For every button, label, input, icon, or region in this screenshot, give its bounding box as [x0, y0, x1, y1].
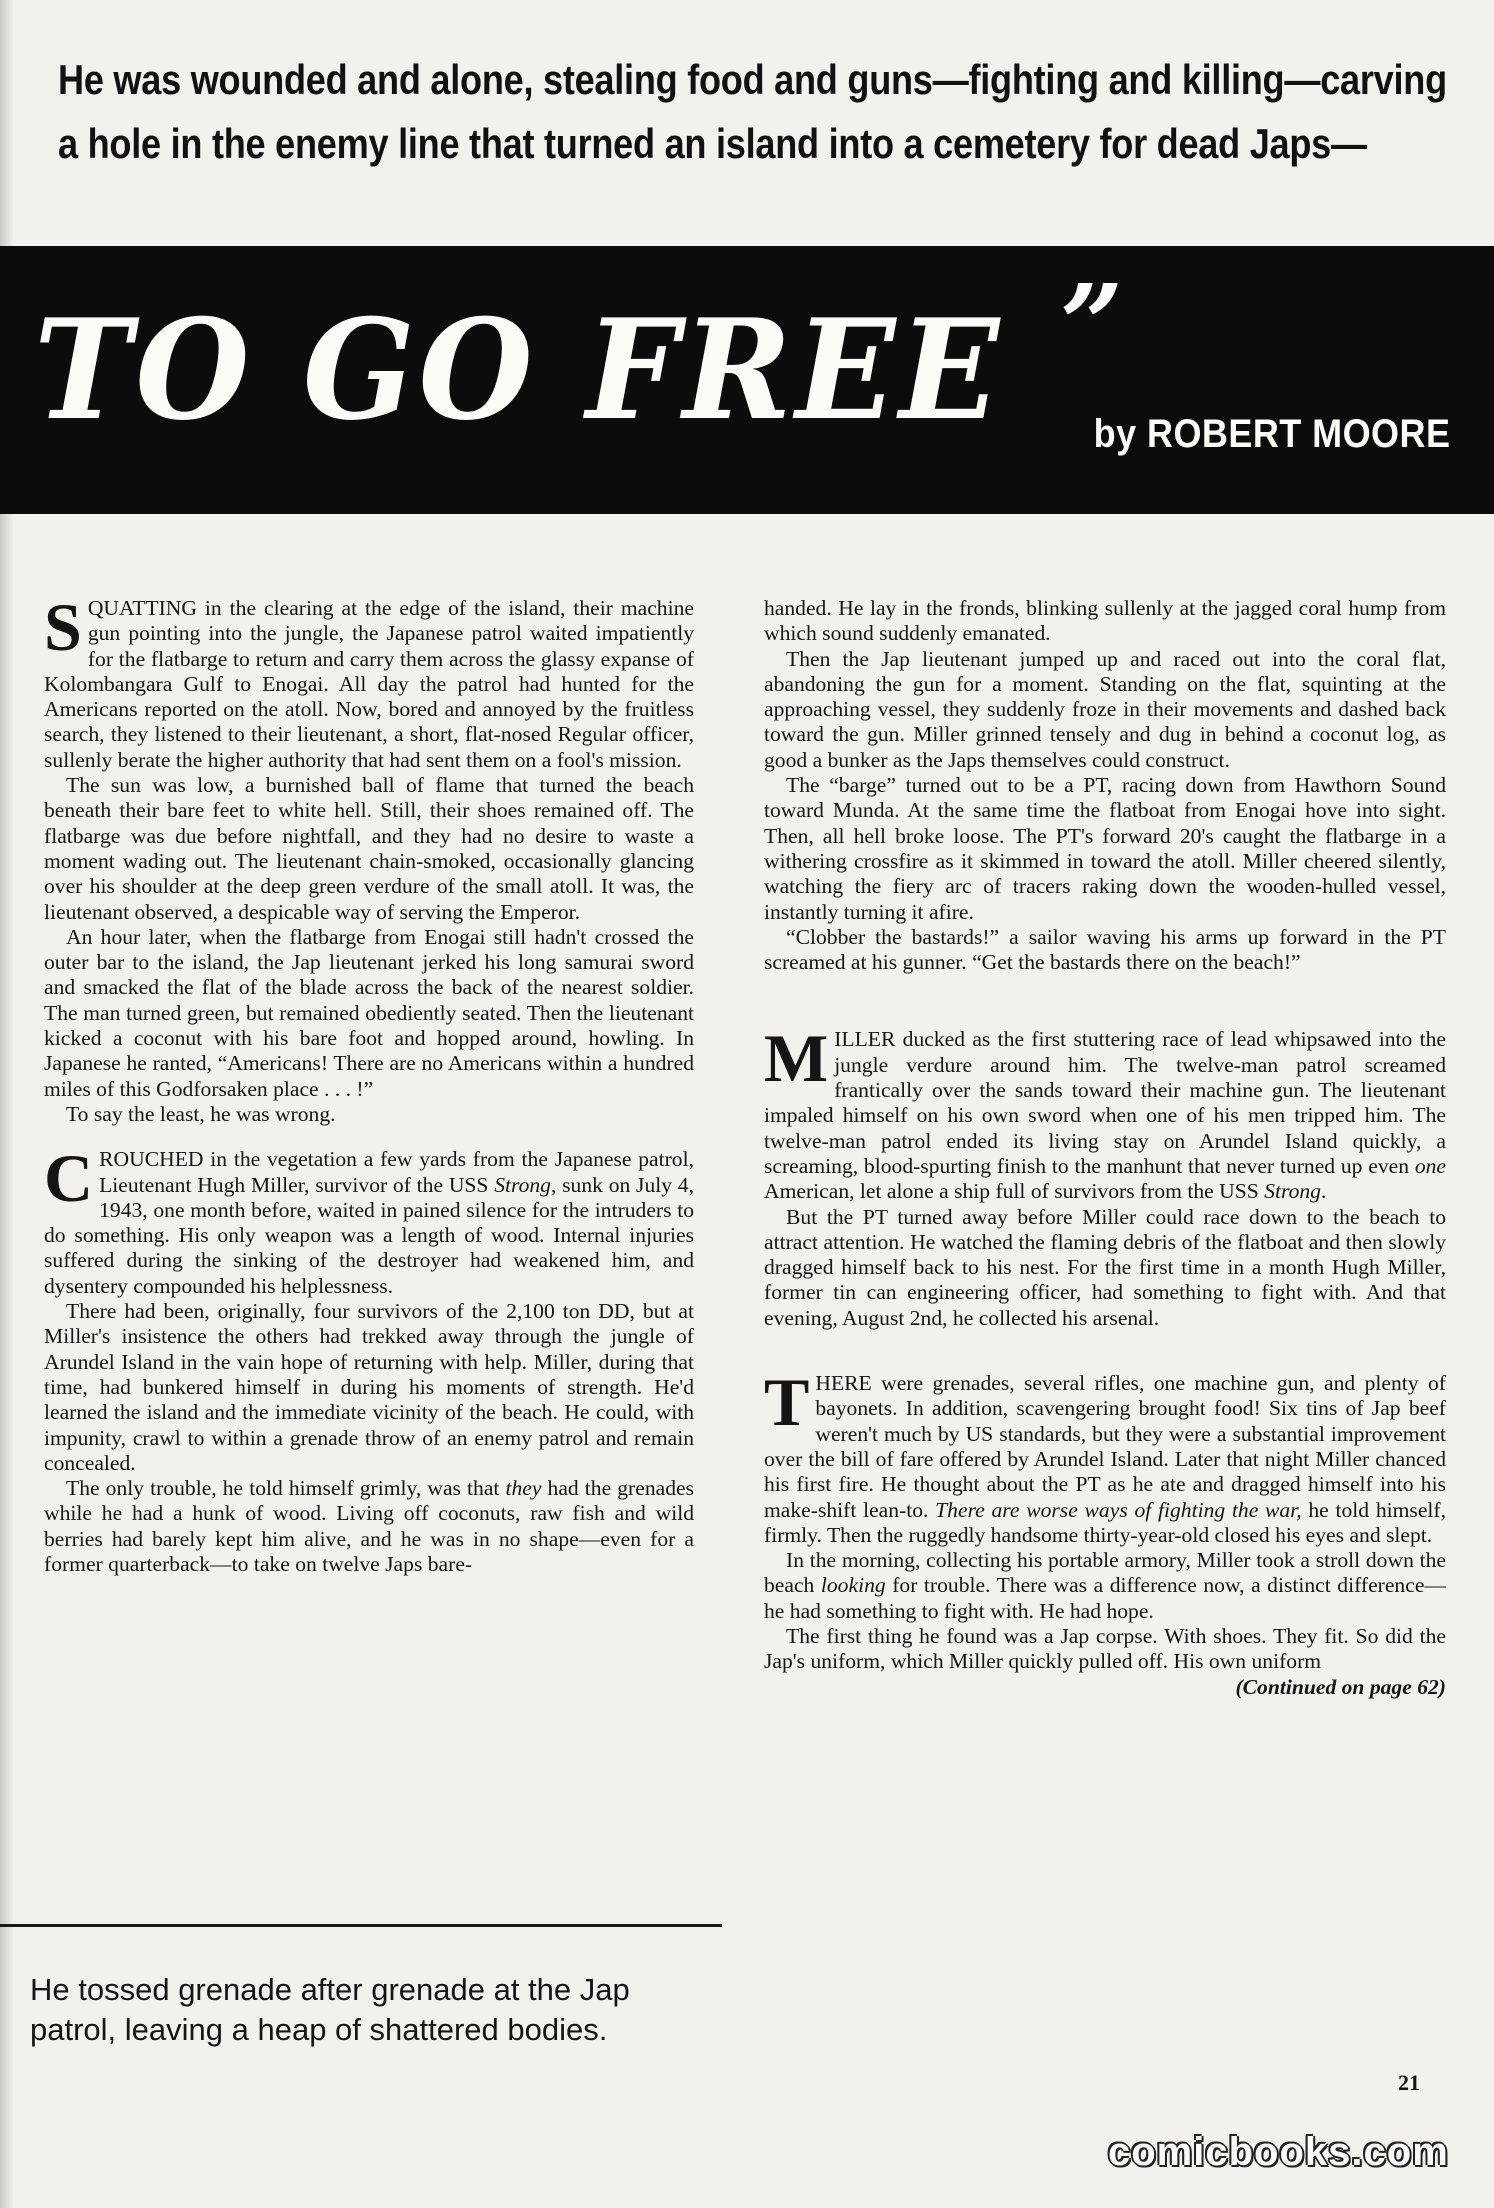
ship-name: Strong: [494, 1172, 551, 1197]
caption-rule: [0, 1924, 722, 1927]
page-number: 21: [1398, 2070, 1420, 2095]
left-column: [44, 589, 694, 1577]
article-title: TO GO FREE: [34, 288, 1004, 451]
paragraph: To say the least, he was wrong.: [66, 1101, 336, 1126]
paragraph: handed. He lay in the fronds, blinking sullenly at the jagged coral hump from which sound suddenly emanated.: [764, 596, 1446, 646]
paragraph: MILLER ducked as the first stuttering race of lead whipsawed into the jungle verdure around him. The twelve-man patrol screamed frantically over the sands toward their machine gun. The lieutenant impaled himself on his own sword when one of his men tripped him. The twelve-man patrol ended its living stay on Arundel Island quickly, a screaming, blood-spurting finish to the manhunt that never turned up even one American, let alone a ship full of survivors from the USS Strong.: [764, 1020, 1446, 1204]
paragraph: The sun was low, a burnished ball of flame that turned the beach beneath their bare feet to white hell. Still, their shoes remained off. The flatbarge was due before nightfall, and they had no desire to waste a moment wading out. The lieutenant chain-smoked, occasionally glancing over his shoulder at the deep green verdure of the small atoll. It was, the lieutenant observed, a despicable way of serving the Emperor.: [44, 773, 694, 924]
illustration-caption: He tossed grenade after grenade at the Jap patrol, leaving a heap of shattered bodies.: [30, 1972, 630, 2047]
article-deck: [58, 48, 1447, 176]
paragraph: In the morning, collecting his portable armory, Miller took a stroll down the beach looking for trouble. There was a difference now, a distinct difference—he had something to fight with. He had hope.: [764, 1548, 1446, 1623]
paragraph: Then the Jap lieutenant jumped up and raced out into the coral flat, abandoning the gun for a moment. Standing on the flat, squinting at the approaching vessel, they suddenly froze in their movements and dashed back toward the gun. Miller grinned tensely and dug in behind a coconut log, as good a bunker as the Japs themselves could construct.: [764, 646, 1446, 772]
paragraph: THERE were grenades, several rifles, one machine gun, and plenty of bayonets. In addition, scavengering brought food! Six tins of Jap beef weren't much by US standards, but they were a substantial improvement over the bill of fare offered by Arundel Island. Later that night Miller chanced his first fire. He thought about the PT as he ate and dragged himself into his make-shift lean-to. There are worse ways of fighting the war, he told himself, firmly. Then the ruggedly handsome thirty-year-old closed his eyes and slept.: [764, 1364, 1446, 1547]
right-column: [764, 596, 1446, 1700]
paragraph: But the PT turned away before Miller could race down to the beach to attract attention. He watched the flaming debris of the flatboat and then slowly dragged himself back to his nest. For the first time in a month Hugh Miller, former tin can engineering officer, had something to fight with. And that evening, August 2nd, he collected his arsenal.: [764, 1204, 1446, 1330]
deck-line-2: a hole in the enemy line that turned an island into a cemetery for dead Japs—: [58, 120, 1367, 167]
continued-note: (Continued on page 62): [1235, 1674, 1446, 1699]
paragraph: SQUATTING in the clearing at the edge of the island, their machine gun pointing into the jungle, the Japanese patrol waited impatiently for the flatbarge to return and carry them across the glassy expanse of Kolombangara Gulf to Enogai. All day the patrol had hunted for the Americans reported on the atoll. Now, bored and annoyed by the fruitless search, they listened to their lieutenant, a short, flat-nosed Regular officer, sullenly berate the higher authority that had sent them on a fool's mission.: [44, 589, 694, 772]
site-watermark: comicbooks.com: [1108, 2130, 1449, 2174]
paragraph: The first thing he found was a Jap corpse. With shoes. They fit. So did the Jap's uniform, which Miller quickly pulled off. His own uniform (Continued on page 62): [764, 1623, 1446, 1699]
paragraph: An hour later, when the flatbarge from Enogai still hadn't crossed the outer bar to the island, the Jap lieutenant jerked his long samurai sword and smacked the flat of the blade across the back of the nearest soldier. The man turned green, but remained obediently seated. Then the lieutenant kicked a coconut with his bare foot and hopped around, howling. In Japanese he ranted, “Americans! There are no Americans within a hundred miles of this Godforsaken place . . . !”: [44, 924, 694, 1101]
paragraph: CROUCHED in the vegetation a few yards from the Japanese patrol, Lieutenant Hugh Miller, survivor of the USS Strong, sunk on July 4, 1943, one month before, waited in pained silence for the intruders to do something. His only weapon was a length of wood. Internal injuries suffered during the sinking of the destroyer had weakened him, and dysentery compounded his helplessness.: [44, 1140, 694, 1298]
ship-name: Strong: [1264, 1179, 1321, 1204]
section-break: [764, 1331, 1446, 1371]
drop-cap: T: [764, 1364, 810, 1441]
byline: by ROBERT MOORE: [1093, 412, 1450, 456]
paragraph: “Clobber the bastards!” a sailor waving his arms up forward in the PT screamed at his gunner. “Get the bastards there on the beach!”: [764, 924, 1446, 975]
section-break: [764, 975, 1446, 1027]
drop-cap: M: [764, 1020, 829, 1097]
title-quote-mark: ”: [1060, 260, 1124, 389]
drop-cap: S: [44, 589, 82, 665]
paragraph: The “barge” turned out to be a PT, racing down from Hawthorn Sound toward Munda. At the same time the flatboat from Enogai hove into sight. Then, all hell broke loose. The PT's forward 20's caught the flatbarge in a withering crossfire as it skimmed in toward the atoll. Miller cheered silently, watching the fiery arc of tracers raking down the wooden-hulled vessel, instantly turning it afire.: [764, 773, 1446, 924]
section-break: [44, 1127, 694, 1147]
drop-cap: C: [44, 1140, 94, 1217]
paragraph: There had been, originally, four survivors of the 2,100 ton DD, but at Miller's insistence the others had trekked away through the jungle of Arundel Island in the vain hope of returning with help. Miller, during that time, had bunkered himself in during his moments of strength. He'd learned the island and the immediate vicinity of the beach. He could, with impunity, crawl to within a grenade throw of an enemy patrol and remain concealed.: [44, 1299, 694, 1475]
paragraph: The only trouble, he told himself grimly, was that they had the grenades while he had a hunk of wood. Living off coconuts, raw fish and wild berries had barely kept him alive, and he was in no shape—even for a former quarterback—to take on twelve Japs bare-: [44, 1476, 694, 1576]
deck-line-1: He was wounded and alone, stealing food and guns—fighting and killing—carving: [58, 56, 1447, 103]
